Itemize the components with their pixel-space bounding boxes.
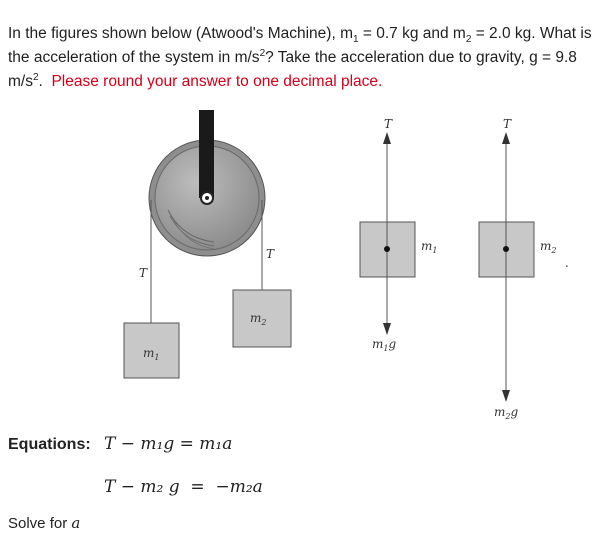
fbd1-weight-arrow xyxy=(383,323,391,335)
fbd2-trailing-dot: . xyxy=(565,256,569,270)
gravity-end: . xyxy=(38,73,43,90)
mass2-label: $m_2$ xyxy=(250,311,267,327)
fbd1-tension-label: T xyxy=(384,117,393,131)
solve-prompt xyxy=(8,514,80,532)
m1-value: = 0.7 kg and m xyxy=(358,25,466,42)
fbd-mass2 xyxy=(479,117,569,421)
solve-variable: a xyxy=(71,514,81,532)
mass1-label: $m_1$ xyxy=(143,346,160,362)
fbd1-mass-label: $m_1$ xyxy=(421,239,438,255)
fbd2-weight-label: $m_2g$ xyxy=(494,405,519,421)
solve-text: Solve for xyxy=(8,515,72,532)
instruction-text: Please round your answer to one decimal place. xyxy=(51,73,383,90)
equation-2: T − m₂ g = −m₂a xyxy=(104,477,263,497)
fbd1-weight-label: $m_1g$ xyxy=(372,337,397,353)
fbd2-tension-label: T xyxy=(503,117,512,131)
m1-sub: 1 xyxy=(352,34,359,46)
fbd-mass1 xyxy=(360,117,437,353)
fbd2-mass-label: $m_2$ xyxy=(540,239,557,255)
fbd2-weight-arrow xyxy=(502,390,510,402)
support-rod xyxy=(199,110,214,198)
atwood-figure xyxy=(0,110,611,430)
pulley-machine xyxy=(124,110,291,378)
fbd2-tension-arrow xyxy=(502,132,510,144)
gravity-text: ? Take the acceleration due to gravity, g = 9.8 m/s xyxy=(8,49,577,90)
accel-sup: 2 xyxy=(259,47,266,59)
gravity-sup: 2 xyxy=(32,71,39,83)
fbd1-tension-arrow xyxy=(383,132,391,144)
m2-sub: 2 xyxy=(465,34,472,46)
question-intro: In the figures shown below (Atwood's Machine), m xyxy=(8,25,353,42)
right-tension-label: T xyxy=(266,247,275,261)
m2-value: = 2.0 kg. What is the acceleration of the system in m/s xyxy=(8,25,592,66)
question-text xyxy=(8,22,606,94)
left-tension-label: T xyxy=(139,266,148,280)
equation-1: T − m₁g = m₁a xyxy=(104,434,233,454)
equations-label: Equations: xyxy=(8,436,91,453)
